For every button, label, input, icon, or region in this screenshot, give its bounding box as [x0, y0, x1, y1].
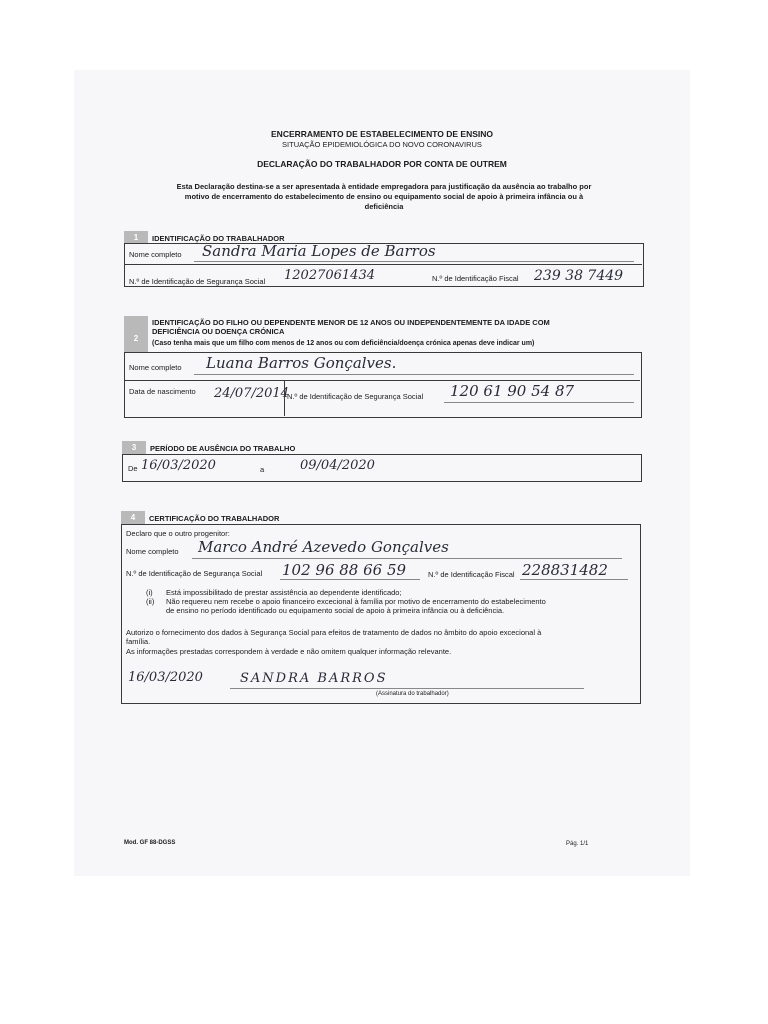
field-line	[194, 374, 634, 375]
section-4-title: CERTIFICAÇÃO DO TRABALHADOR	[149, 514, 280, 523]
intro-line-1: Esta Declaração destina-se a ser apresentada à entidade empregadora para justificação da ausência ao trabalho por	[176, 182, 592, 191]
child-name-field[interactable]: Luana Barros Gonçalves.	[206, 354, 397, 372]
divider	[124, 264, 642, 265]
field-line	[192, 558, 622, 559]
item-1-text: Está impossibilitado de prestar assistência ao dependente identificado;	[166, 588, 402, 597]
intro-line-2: motivo de encerramento do estabelecimento de ensino ou equipamento social de apoio à primeira infância ou à	[184, 192, 584, 201]
section-3-title: PERÍODO DE AUSÊNCIA DO TRABALHO	[150, 444, 296, 453]
field-line	[280, 579, 420, 580]
child-niss-label: N.º de Identificação de Segurança Social	[287, 392, 424, 401]
section-2-title	[152, 318, 550, 336]
item-2-line-1: Não requereu nem recebe o apoio financeiro excecional à família por motivo de encerramento do estabelecimento	[166, 597, 546, 606]
section-2-title-line-1: IDENTIFICAÇÃO DO FILHO OU DEPENDENTE MENOR DE 12 ANOS OU INDEPENDENTEMENTE DA IDADE COM	[152, 318, 550, 327]
worker-nif-label: N.º de Identificação Fiscal	[432, 274, 519, 283]
form-page	[74, 70, 690, 876]
divider	[284, 380, 285, 416]
section-3-number: 3	[122, 441, 146, 454]
signature-date-field[interactable]: 16/03/2020	[128, 670, 203, 685]
page-number: Pág. 1/1	[566, 841, 589, 847]
intro-text	[104, 182, 664, 212]
period-to-field[interactable]: 09/04/2020	[300, 458, 375, 473]
divider	[124, 380, 640, 381]
signature-label: (Assinatura do trabalhador)	[376, 691, 449, 697]
item-1-marker: (i)	[146, 588, 153, 597]
section-2-number: 2	[133, 334, 139, 343]
other-parent-nif-label: N.º de Identificação Fiscal	[428, 570, 515, 579]
section-1-number: 1	[124, 231, 148, 244]
child-name-label: Nome completo	[129, 363, 182, 372]
field-line	[520, 579, 628, 580]
other-parent-nif-field[interactable]: 228831482	[522, 561, 608, 579]
worker-niss-field[interactable]: 12027061434	[284, 268, 375, 283]
worker-name-field[interactable]: Sandra Maria Lopes de Barros	[202, 242, 436, 260]
birth-date-label: Data de nascimento	[129, 387, 196, 396]
form-subtitle: SITUAÇÃO EPIDEMIOLÓGICA DO NOVO CORONAVIRUS	[282, 140, 482, 149]
form-model: Mod. GF 88-DGSS	[124, 840, 176, 846]
other-parent-niss-label: N.º de Identificação de Segurança Social	[126, 569, 263, 578]
child-niss-field[interactable]: 120 61 90 54 87	[450, 382, 575, 400]
worker-signature[interactable]: SANDRA BARROS	[240, 671, 388, 686]
declare-label: Declaro que o outro progenitor:	[126, 529, 230, 538]
period-from-field[interactable]: 16/03/2020	[141, 458, 216, 473]
other-parent-name-label: Nome completo	[126, 547, 179, 556]
intro-line-3: deficiência	[364, 202, 404, 211]
section-2-title-line-2: DEFICIÊNCIA OU DOENÇA CRÓNICA	[152, 327, 285, 336]
worker-name-label: Nome completo	[129, 250, 182, 259]
authorize-line-1: Autorizo o fornecimento dos dados à Segurança Social para efeitos de tratamento de dados no âmbito do apoio excecional à	[126, 628, 542, 637]
period-to-label: a	[260, 465, 265, 474]
item-2-line-2: de ensino no período identificado ou equipamento social de apoio à primeira infância ou à deficiência.	[166, 606, 505, 615]
authorize-line-2: família.	[126, 637, 151, 646]
declaration-title: DECLARAÇÃO DO TRABALHADOR POR CONTA DE OUTREM	[257, 159, 507, 169]
period-from-label: De	[128, 464, 138, 473]
other-parent-niss-field[interactable]: 102 96 88 66 59	[282, 561, 407, 579]
field-line	[194, 261, 634, 262]
other-parent-name-field[interactable]: Marco André Azevedo Gonçalves	[198, 538, 449, 556]
form-title: ENCERRAMENTO DE ESTABELECIMENTO DE ENSINO	[271, 129, 493, 139]
field-line	[444, 402, 634, 403]
signature-line	[230, 688, 584, 689]
worker-nif-field[interactable]: 239 38 7449	[534, 268, 624, 284]
birth-date-field[interactable]: 24/07/2014	[214, 386, 289, 401]
worker-niss-label: N.º de Identificação de Segurança Social	[129, 277, 266, 286]
section-4-number: 4	[121, 511, 145, 524]
item-2-marker: (ii)	[146, 597, 155, 606]
section-1-title: IDENTIFICAÇÃO DO TRABALHADOR	[152, 234, 285, 243]
truth-statement: As informações prestadas correspondem à verdade e não omitem qualquer informação relevante.	[126, 647, 452, 656]
section-2-note: (Caso tenha mais que um filho com menos de 12 anos ou com deficiência/doença crónica apenas deve indicar um)	[152, 340, 535, 347]
